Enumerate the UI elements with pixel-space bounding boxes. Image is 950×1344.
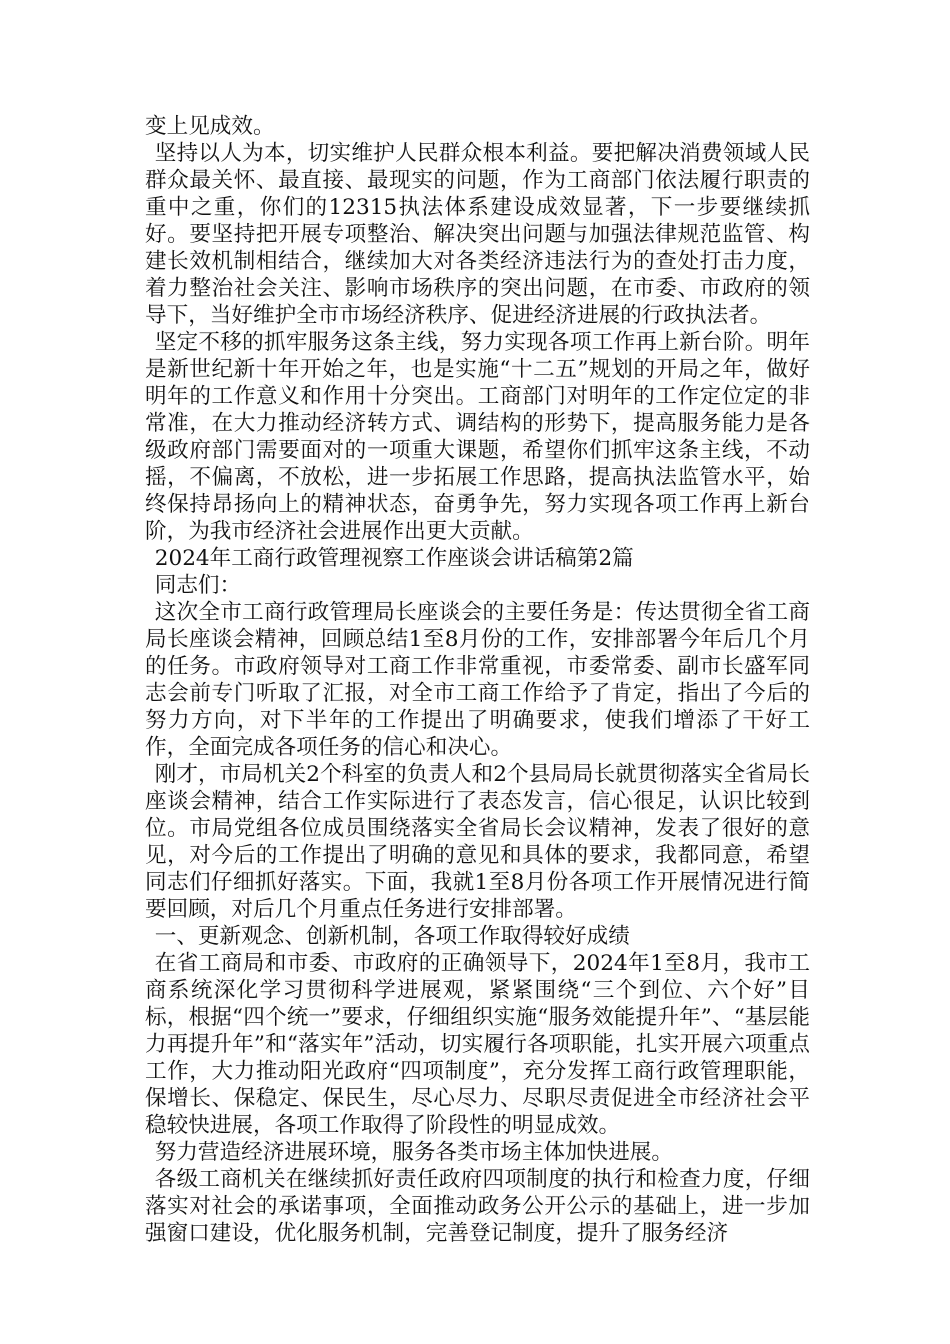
paragraph-people-first: 坚持以人为本，切实维护人民群众根本利益。要把解决消费领域人民群众最关怀、最直接、最现实的问题，作为工商部门依法履行职责的重中之重，你们的12315执法体系建设成效显著，下一步要继续抓好。要坚持把开展专项整治、解决突出问题与加强法律规范监管、构建长效机制相结合，继续加大对各类经济违法行为的查处打击力度，着力整治社会关注、影响市场秩序的突出问题，在市委、市政府的领导下，当好维护全市市场经济秩序、促进经济进展的行政执法者。 — [145, 141, 810, 328]
paragraph-environment: 努力营造经济进展环境，服务各类市场主体加快进展。 — [154, 1140, 673, 1165]
section-title: 2024年工商行政管理视察工作座谈会讲话稿第2篇 — [154, 546, 634, 571]
paragraph-continuation: 变上见成效。 — [145, 114, 275, 139]
paragraph-speeches-review: 刚才，市局机关2个科室的负责人和2个县局局长就贯彻落实全省局长座谈会精神，结合工作实际进行了表态发言，信心很足，认识比较到位。市局党组各位成员围绕落实全省局长会议精神，发表了很好的意见，对今后的工作提出了明确的意见和具体的要求，我都同意，希望同志们仔细抓好落实。下面，我就1至8月份各项工作开展情况进行简要回顾，对后几个月重点任务进行安排部署。 — [145, 762, 810, 922]
paragraph-service-mainline: 坚定不移的抓牢服务这条主线，努力实现各项工作再上新台阶。明年是新世纪新十年开始之年，也是实施“十二五”规划的开局之年，做好明年的工作意义和作用十分突出。工商部门对明年的工作定位定的非常准，在大力推动经济转方式、调结构的形势下，提高服务能力是各级政府部门需要面对的一项重大课题，希望你们抓牢这条主线，不动摇，不偏离，不放松，进一步拓展工作思路，提高执法监管水平，始终保持昂扬向上的精神状态，奋勇争先，努力实现各项工作再上新台阶，为我市经济社会进展作出更大贡献。 — [145, 330, 810, 544]
paragraph-meeting-tasks: 这次全市工商行政管理局长座谈会的主要任务是：传达贯彻全省工商局长座谈会精神，回顾总结1至8月份的工作，安排部署今年后几个月的任务。市政府领导对工商工作非常重视，市委常委、副市长盛军同志会前专门听取了汇报，对全市工商工作给予了肯定，指出了今后的努力方向，对下半年的工作提出了明确要求，使我们增添了干好工作，全面完成各项任务的信心和决心。 — [145, 600, 810, 760]
salutation: 同志们： — [154, 573, 242, 598]
paragraph-achievements: 在省工商局和市委、市政府的正确领导下，2024年1至8月，我市工商系统深化学习贯彻科学进展观，紧紧围绕“三个到位、六个好”目标，根据“四个统一”要求，仔细组织实施“服务效能提升年”、“基层能力再提升年”和“落实年”活动，切实履行各项职能，扎实开展六项重点工作，大力推动阳光政府“四项制度”，充分发挥工商行政管理职能，保增长、保稳定、保民生，尽心尽力、尽职尽责促进全市经济社会平稳较快进展，各项工作取得了阶段性的明显成效。 — [145, 951, 810, 1138]
subsection-heading-one: 一、更新观念、创新机制，各项工作取得较好成绩 — [154, 924, 630, 949]
paragraph-window-building: 各级工商机关在继续抓好责任政府四项制度的执行和检查力度，仔细落实对社会的承诺事项，全面推动政务公开公示的基础上，进一步加强窗口建设，优化服务机制，完善登记制度，提升了服务经济 — [145, 1167, 810, 1246]
document-page — [145, 113, 810, 1247]
